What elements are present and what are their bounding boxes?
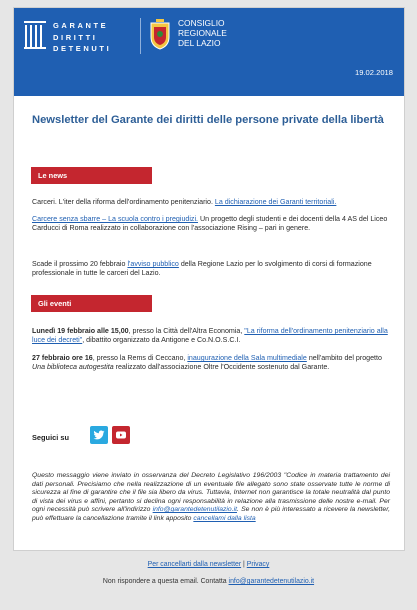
disclaimer-text: Questo messaggio viene inviato in osservanza del Decreto Legislativo 196/2003 "Codice in materia trattamento dei dati personali. Precisiamo che nella realizzazione di un eventuale file allegato sono state osservate tutte le norme di sicurezza al fine di garantire che il file sia libero da virus. Tuttavia, Internet non garantisce la totale neutralità dal punto di vista dei virus e affini, pertanto si declina ogni responsabilità in relazione alla trasmissione delle nostre e-mail. Per ogni necessità può scrivere all'indirizzo bbox=[32, 472, 390, 514]
event-item-19-febbraio bbox=[32, 327, 392, 346]
garante-wordmark bbox=[53, 20, 111, 55]
events-section-bar: Gli eventi bbox=[31, 295, 152, 312]
disclaimer-unsubscribe-link[interactable]: cancellami dalla lista bbox=[193, 514, 256, 522]
twitter-icon bbox=[93, 429, 105, 441]
garante-line-2: DIRITTI bbox=[53, 32, 98, 42]
footer-unsubscribe-link[interactable]: Per cancellarti dalla newsletter bbox=[147, 561, 242, 568]
news-section-bar: Le news bbox=[31, 167, 152, 184]
privacy-disclaimer bbox=[32, 472, 390, 524]
news-text: Carceri. L'iter della riforma dell'ordinamento penitenziario. bbox=[32, 198, 215, 206]
garante-logo bbox=[23, 18, 133, 58]
lazio-line-3: DEL LAZIO bbox=[178, 38, 221, 48]
news-item-avviso bbox=[32, 260, 392, 279]
footer-email-link[interactable]: info@garantedetenutilazio.it bbox=[228, 578, 315, 585]
footer-note-text: Non rispondere a questa email. Contatta bbox=[102, 578, 229, 585]
news-link-carcere-senza-sbarre[interactable]: Carcere senza sbarre – La scuola contro i pregiudizi. bbox=[32, 215, 198, 223]
lazio-line-2: REGIONALE bbox=[178, 28, 227, 38]
garante-logo-icon bbox=[23, 18, 47, 52]
garante-line-1: GARANTE bbox=[53, 21, 109, 30]
event-text: , dibattito organizzato da Antigone e Co.N.O.S.C.I. bbox=[82, 336, 241, 345]
event-text: , presso la Città dell'Altra Economia, bbox=[128, 327, 245, 335]
twitter-button[interactable] bbox=[90, 426, 108, 444]
news-text: Un progetto degli studenti e dei docenti della 4 AS del Liceo Carducci di Roma realizzato in collaborazione con l'associazione Rising – pari in genere. bbox=[32, 215, 388, 233]
event-text: realizzato dall'associazione Oltre l'Occidente sostenuto dal Garante. bbox=[113, 363, 330, 372]
footer-links bbox=[0, 561, 417, 568]
event-text: , presso la Rems di Ceccano, bbox=[92, 354, 188, 362]
event-item-27-febbraio bbox=[32, 354, 392, 373]
disclaimer-email-link[interactable]: info@garantedetenutilazio.it bbox=[152, 506, 237, 514]
footer-separator: | bbox=[241, 561, 247, 568]
lazio-line-1: CONSIGLIO bbox=[178, 18, 225, 28]
news-text: Scade il prossimo 20 febbraio bbox=[32, 260, 128, 268]
social-label: Seguici su bbox=[32, 433, 69, 442]
garante-line-3: DETENUTI bbox=[53, 44, 112, 53]
newsletter-card bbox=[13, 7, 405, 551]
news-link-dichiarazione[interactable]: La dichiarazione dei Garanti territoriali. bbox=[214, 198, 337, 206]
event-link-riforma[interactable]: "La riforma dell'ordinamento penitenziario alla luce dei decreti" bbox=[32, 327, 388, 345]
footer-privacy-link[interactable]: Privacy bbox=[246, 561, 270, 568]
lazio-crest-icon bbox=[148, 17, 172, 51]
news-item-carcere bbox=[32, 215, 392, 234]
news-link-avviso-pubblico[interactable]: l'avviso pubblico bbox=[127, 260, 179, 268]
event-text: nell'ambito del progetto bbox=[306, 354, 382, 362]
news-text: della Regione Lazio per lo svolgimento di corsi di formazione professionale in tutte le carceri del Lazio. bbox=[32, 260, 372, 278]
newsletter-header bbox=[14, 8, 404, 96]
consiglio-wordmark bbox=[178, 18, 227, 48]
event-date: 27 febbraio ore 16 bbox=[32, 354, 93, 362]
youtube-button[interactable] bbox=[112, 426, 130, 444]
event-project-name: Una biblioteca autogestita bbox=[32, 363, 114, 372]
newsletter-date: 19.02.2018 bbox=[354, 68, 393, 77]
event-date: Lunedì 19 febbraio alle 15,00 bbox=[32, 327, 129, 335]
news-item-riforma bbox=[32, 198, 392, 207]
header-divider bbox=[140, 18, 141, 54]
youtube-icon bbox=[115, 429, 127, 441]
newsletter-title: Newsletter del Garante dei diritti delle persone private della libertà bbox=[32, 114, 384, 126]
disclaimer-text: . Se non è più interessato a ricevere la newsletter, può effettuare la cancellazione tramite il link apposito bbox=[32, 506, 390, 522]
event-link-inaugurazione[interactable]: inaugurazione della Sala multimediale bbox=[187, 354, 307, 362]
footer-note bbox=[0, 578, 417, 585]
